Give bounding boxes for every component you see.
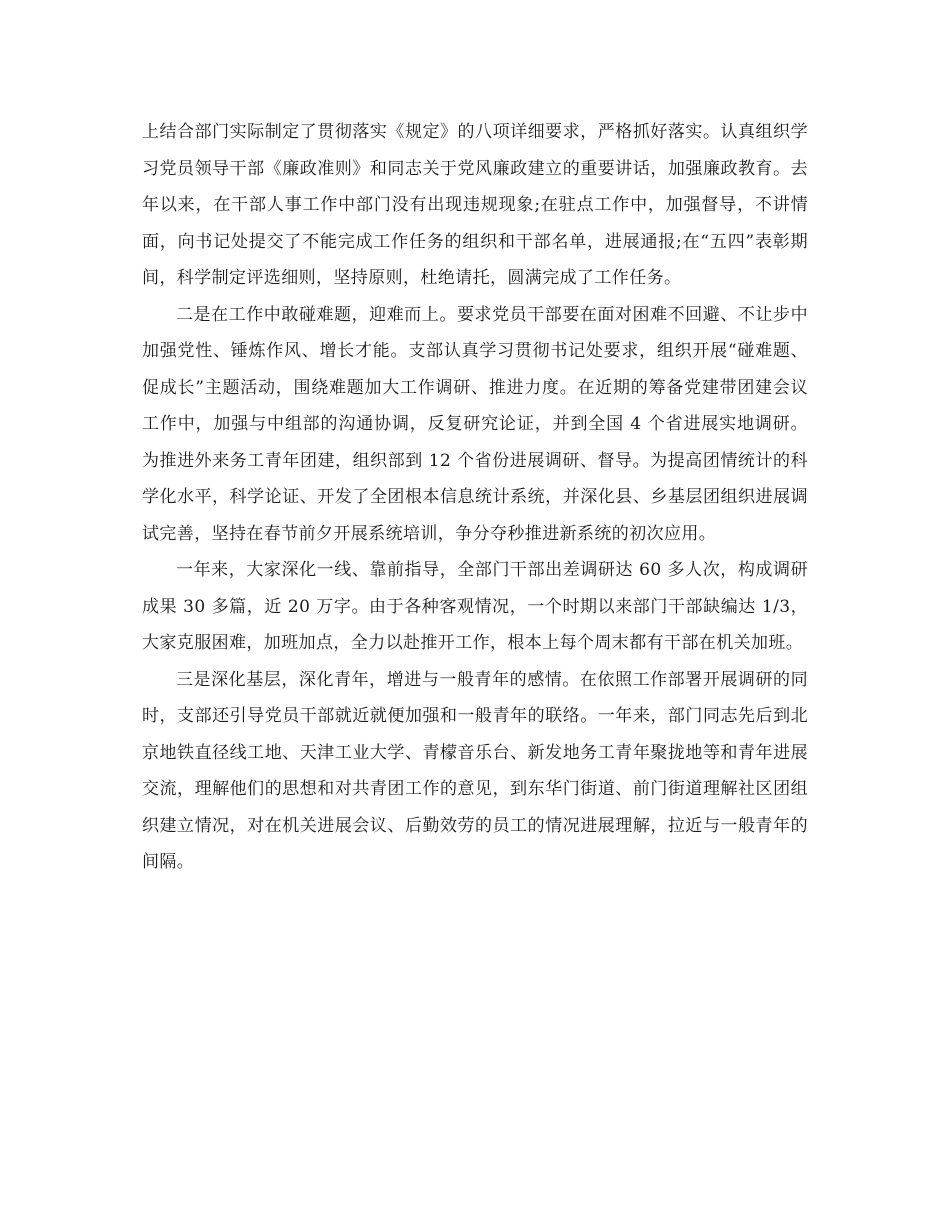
document-body: [142, 114, 808, 881]
paragraph-1: 上结合部门实际制定了贯彻落实《规定》的八项详细要求，严格抓好落实。认真组织学习党员领导干部《廉政准则》和同志关于党风廉政建立的重要讲话，加强廉政教育。去年以来，在干部人事工作中部门没有出现违规现象;在驻点工作中，加强督导，不讲情面，向书记处提交了不能完成工作任务的组织和干部名单，进展通报;在“五四”表彰期间，科学制定评选细则，坚持原则，杜绝请托，圆满完成了工作任务。: [142, 122, 808, 288]
paragraph-3: 一年来，大家深化一线、靠前指导，全部门干部出差调研达 60 多人次，构成调研成果 30 多篇，近 20 万字。由于各种客观情况，一个时期以来部门干部缺编达 1/3，大家克服困难，加班加点，全力以赴推开工作，根本上每个周末都有干部在机关加班。: [142, 560, 808, 653]
paragraph-2: 二是在工作中敢碰难题，迎难而上。要求党员干部要在面对困难不回避、不让步中加强党性、锤炼作风、增长才能。支部认真学习贯彻书记处要求，组织开展“碰难题、促成长”主题活动，围绕难题加大工作调研、推进力度。在近期的筹备党建带团建会议工作中，加强与中组部的沟通协调，反复研究论证，并到全国 4 个省进展实地调研。为推进外来务工青年团建，组织部到 12 个省份进展调研、督导。为提高团情统计的科学化水平，科学论证、开发了全团根本信息统计系统，并深化县、乡基层团组织进展调试完善，坚持在春节前夕开展系统培训，争分夺秒推进新系统的初次应用。: [142, 304, 808, 544]
paragraph-4: 三是深化基层，深化青年，增进与一般青年的感情。在依照工作部署开展调研的同时，支部还引导党员干部就近就便加强和一般青年的联络。一年来，部门同志先后到北京地铁直径线工地、天津工业大学、青檬音乐台、新发地务工青年聚拢地等和青年进展交流，理解他们的思想和对共青团工作的意见，到东华门街道、前门街道理解社区团组织建立情况，对在机关进展会议、后勤效劳的员工的情况进展理解，拉近与一般青年的间隔。: [142, 669, 808, 872]
